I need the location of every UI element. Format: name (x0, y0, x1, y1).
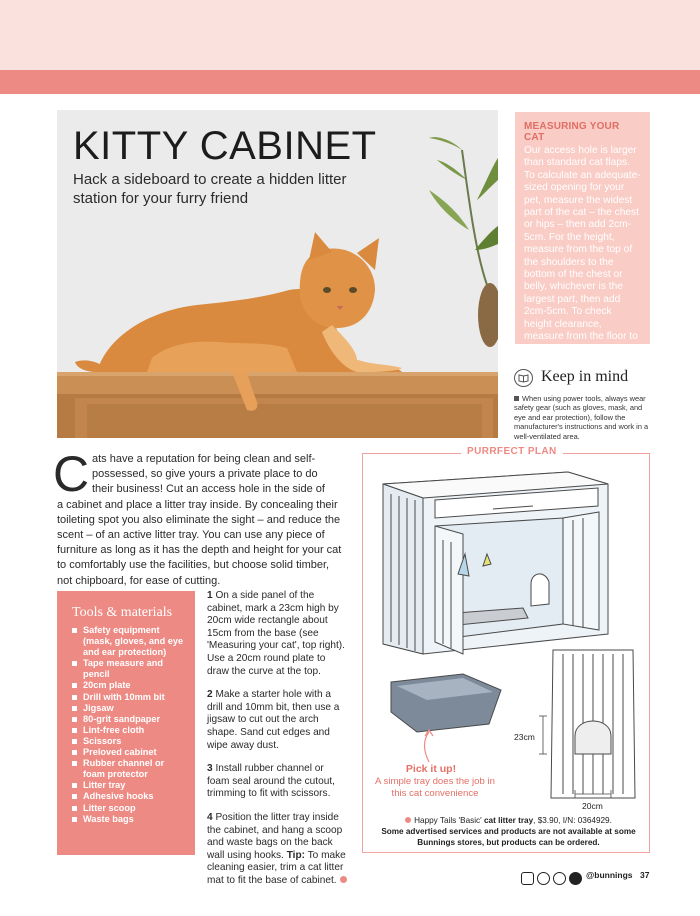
tools-item: Litter scoop (72, 803, 185, 814)
dimension-height: 23cm (514, 732, 535, 742)
step-number: 3 (207, 763, 213, 775)
end-dot (340, 876, 347, 883)
caption-pre: Happy Tails 'Basic' (414, 816, 482, 825)
intro-rest: a cabinet and place a litter tray inside. By concealing their toileting spot you also eliminate the sight – and reduce the scent – of an active litter tray. You can use any piece of furniture as long as it has the depth and height for your cat to comfortably use the facilities, but choose solid timber, not chipboard, for ease of cutting. (57, 498, 342, 587)
tools-item: Rubber channel or foam protector (72, 758, 185, 780)
plan-label: PURRFECT PLAN (461, 446, 563, 457)
page-title: KITTY CABINET (73, 124, 377, 168)
pick-it-up-title: Pick it up! (405, 763, 457, 775)
tiktok-icon[interactable] (553, 872, 566, 885)
tools-title: Tools & materials (72, 605, 173, 620)
measuring-body: Our access hole is larger than standard cat flaps. To calculate an adequate-sized opening for your pet, measure the widest part of the cat – the chest or hips – then add 2cm-5cm. For the height, measure from the top of the shoulders to the bottom of the chest or belly, whichever is the largest part, then add 2cm-5cm. To check height clearance, measure from the floor to the cat's belly. (524, 145, 641, 355)
caption-dot (405, 817, 411, 823)
tools-item: Drill with 10mm bit (72, 692, 185, 703)
intro-line-1: ats have a reputation for being clean and self- (92, 453, 316, 465)
tools-item: 80-grit sandpaper (72, 714, 185, 725)
tools-item: Litter tray (72, 780, 185, 791)
litter-tray-illustration (391, 674, 501, 732)
facebook-icon[interactable] (569, 872, 582, 885)
keep-in-mind-title: Keep in mind (541, 368, 629, 385)
step-4 (207, 812, 347, 888)
tip-label: Tip: (286, 849, 306, 861)
step-text: Position the litter tray inside the cabinet, and hang a scoop and waste bags on the back wall using hooks. (207, 811, 343, 861)
tools-item: Adhesive hooks (72, 791, 185, 802)
measuring-box (515, 112, 650, 355)
tools-item: 20cm plate (72, 680, 185, 691)
tools-item: Safety equipment (mask, gloves, and eye and ear protection) (72, 625, 185, 658)
tools-item: Tape measure and pencil (72, 658, 185, 680)
tools-item: Waste bags (72, 814, 185, 825)
keep-in-mind-text: When using power tools, always wear safety gear (such as gloves, mask, and eye and ear protection), follow the manufacturer's instructions and work in a well-ventilated area. (514, 394, 649, 441)
top-stripe (0, 70, 700, 94)
step-2 (207, 689, 347, 752)
book-icon (514, 369, 533, 387)
keep-in-mind-body (514, 394, 654, 441)
dimension-width: 20cm (582, 801, 603, 811)
tip-text: To make cleaning easier, trim a cat litter mat to fit the base of cabinet. (207, 849, 346, 886)
step-3 (207, 763, 347, 801)
drop-cap: C (53, 446, 90, 502)
step-text: Install rubber channel or foam seal around the cutout, trimming to fit with scissors. (207, 763, 335, 800)
page-number: 37 (640, 870, 650, 880)
intro-line-2: possessed, so give yours a private place to do (92, 468, 318, 481)
intro-line-3: their business! Cut an access hole in the side of (92, 483, 325, 496)
hero-photo (57, 110, 498, 438)
caption-product: cat litter tray (483, 816, 534, 825)
step-number: 1 (207, 590, 213, 601)
pick-it-up-body: A simple tray does the job in this cat convenience (375, 776, 495, 799)
social-icons (521, 870, 585, 888)
step-number: 4 (207, 811, 213, 823)
step-text: On a side panel of the cabinet, mark a 23cm high by 20cm wide rectangle about 15cm from the base (see 'Measuring your cat', top right). Use a 20cm round plate to draw the curve at the top. (207, 590, 345, 677)
step-1 (207, 590, 347, 678)
intro-paragraph (57, 452, 345, 589)
tools-materials-box (57, 591, 195, 855)
step-number: 2 (207, 689, 213, 701)
tools-item: Lint-free cloth (72, 725, 185, 736)
tools-list (72, 625, 185, 825)
social-handle[interactable]: @bunnings (586, 870, 633, 880)
tools-item: Preloved cabinet (72, 747, 185, 758)
steps-column (207, 590, 347, 898)
top-band (0, 0, 700, 70)
step-text: Make a starter hole with a drill and 10mm bit, then use a jigsaw to cut out the arch shape. Sand cut edges and wipe away dust. (207, 689, 340, 751)
measuring-title: MEASURING YOUR CAT (524, 121, 620, 143)
caption-note: Some advertised services and products are not available at some Bunnings stores, but products can be ordered. (381, 827, 636, 847)
tools-item: Scissors (72, 736, 185, 747)
pinterest-icon[interactable] (537, 872, 550, 885)
instagram-icon[interactable] (521, 872, 534, 885)
tools-item: Jigsaw (72, 703, 185, 714)
plan-caption (371, 815, 646, 848)
page-subtitle: Hack a sideboard to create a hidden litter station for your furry friend (73, 171, 347, 207)
caption-post: , $3.90, I/N: 0364929. (533, 816, 612, 825)
